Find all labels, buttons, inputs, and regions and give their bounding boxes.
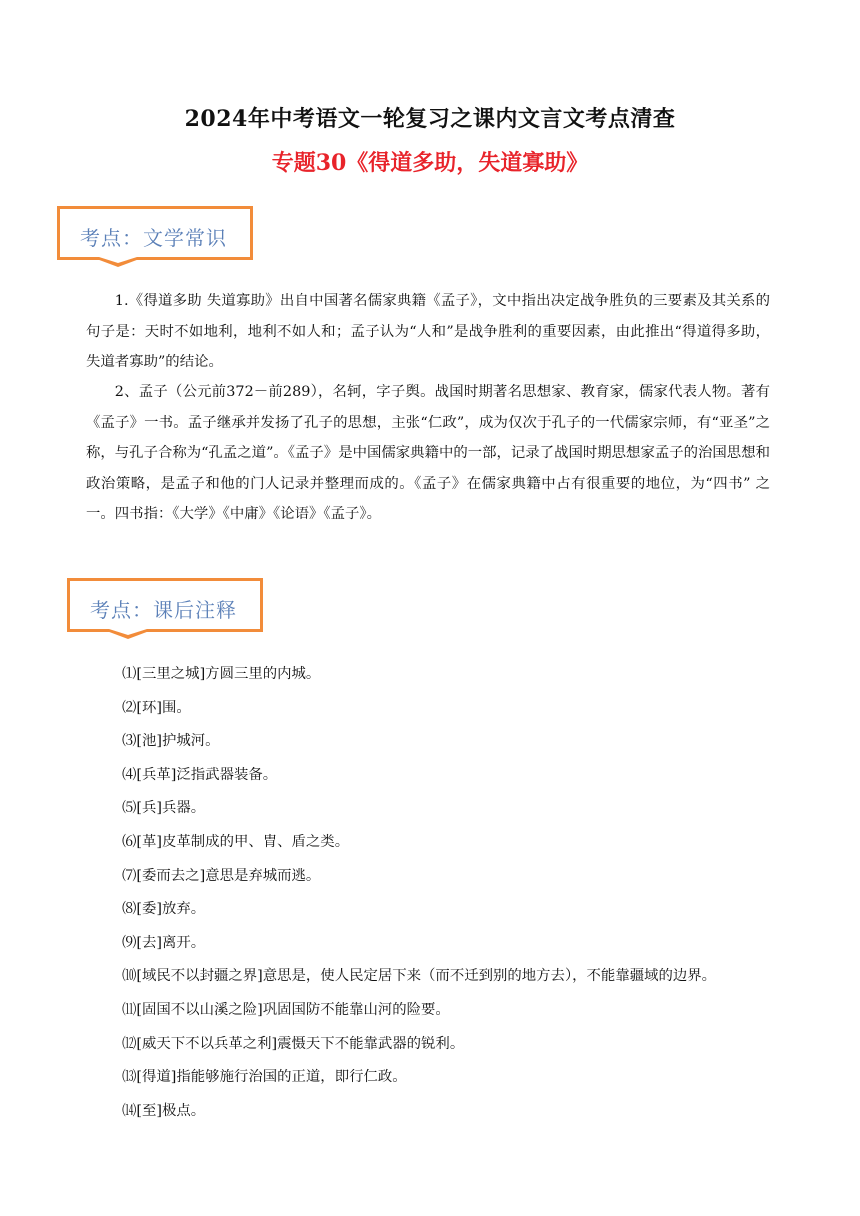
paragraph-2: 2、孟子（公元前372－前289），名轲，字子舆。战国时期著名思想家、教育家，儒家代表人物。著有《孟子》一书。孟子继承并发扬了孔子的思想，主张“仁政”，成为仅次于孔子的一代儒家宗师，有“亚圣”之称，与孔子合称为“孔孟之道”。《孟子》是中国儒家典籍中的一部，记录了战国时期思想家孟子的治国思想和政治策略，是孟子和他的门人记录并整理而成的。《孟子》在儒家典籍中占有很重要的地位，为“四书” 之一。四书指：《大学》《中庸》《论语》《孟子》。: [86, 384, 770, 522]
annotation-item: ⑼[去]离开。: [122, 934, 206, 951]
section-label: 考点：课后注释: [90, 598, 237, 622]
annotation-item: ⑻[委]放弃。: [122, 901, 206, 918]
annotation-item: ⑽[域民不以封疆之界]意思是，使人民定居下来（而不迁到别的地方去），不能靠疆域的边界。: [122, 968, 717, 985]
document-subtitle: 专题30《得道多助，失道寡助》: [271, 150, 589, 176]
section-label: 考点：文学常识: [80, 226, 227, 250]
paragraph-1: 1.《得道多助 失道寡助》出自中国著名儒家典籍《孟子》，文中指出决定战争胜负的三要素及其关系的句子是：天时不如地利，地利不如人和；孟子认为“人和”是战争胜利的重要因素，由此推出“得道得多助，失道者寡助”的结论。: [86, 293, 770, 370]
section-header-literary-knowledge: [57, 206, 253, 260]
annotation-item: ⒁[至]极点。: [122, 1102, 206, 1119]
section-header-annotations: [67, 578, 263, 632]
annotation-item: ⑾[固国不以山溪之险]巩固国防不能靠山河的险要。: [122, 1001, 450, 1018]
annotation-item: ⑺[委而去之]意思是弃城而逃。: [122, 867, 321, 884]
annotation-item: ⑴[三里之城]方圆三里的内城。: [122, 666, 321, 682]
annotation-list: [122, 660, 716, 1130]
annotation-item: ⑶[池]护城河。: [122, 733, 220, 750]
document-title: 2024年中考语文一轮复习之课内文言文考点清查: [184, 106, 676, 132]
annotation-item: ⑹[革]皮革制成的甲、胄、盾之类。: [122, 833, 350, 850]
annotation-item: ⑷[兵革]泛指武器装备。: [122, 766, 278, 783]
annotation-item: ⒀[得道]指能够施行治国的正道，即行仁政。: [122, 1069, 407, 1086]
annotation-item: ⑵[环]围。: [122, 699, 191, 716]
annotation-item: ⑿[威天下不以兵革之利]震慑天下不能靠武器的锐利。: [122, 1035, 465, 1052]
annotation-item: ⑸[兵]兵器。: [122, 800, 206, 817]
